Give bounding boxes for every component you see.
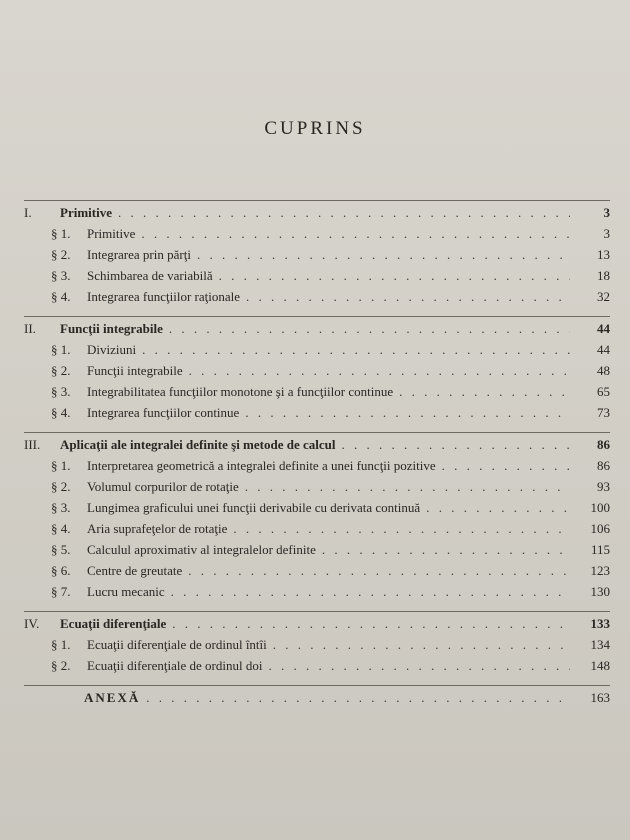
chapter-title: Ecuaţii diferenţiale xyxy=(60,616,167,631)
page-number: 93 xyxy=(597,479,610,494)
page-number: 13 xyxy=(597,247,610,262)
leader-dots xyxy=(245,479,570,495)
leader-dots xyxy=(245,405,570,421)
leader-dots xyxy=(341,437,570,453)
entry-title: Integrarea prin părţi xyxy=(87,247,191,262)
page-number: 3 xyxy=(603,205,610,220)
annex-title: ANEXĂ xyxy=(84,690,141,705)
leader-dots xyxy=(118,205,570,221)
chapter-4 xyxy=(24,611,610,679)
chapter-heading xyxy=(24,437,610,458)
toc-entry xyxy=(24,637,610,658)
chapter-2 xyxy=(24,316,610,426)
page-number: 100 xyxy=(590,500,610,515)
entry-title: Funcţii integrabile xyxy=(87,363,183,378)
toc-entry xyxy=(24,500,610,521)
entry-title: Lungimea graficului unei funcţii derivabile cu derivata continuă xyxy=(87,500,421,515)
entry-title: Centre de greutate xyxy=(87,563,183,578)
toc-entry xyxy=(24,342,610,363)
entry-title: Aria suprafeţelor de rotaţie xyxy=(87,521,228,536)
entry-title: Integrarea funcţiilor raţionale xyxy=(87,289,241,304)
section-number: § 7. xyxy=(51,584,71,599)
chapter-number: I. xyxy=(24,205,32,220)
leader-dots xyxy=(442,458,570,474)
chapter-1 xyxy=(24,200,610,310)
section-number: § 3. xyxy=(51,268,71,283)
toc-entry xyxy=(24,289,610,310)
leader-dots xyxy=(233,521,570,537)
section-number: § 1. xyxy=(51,458,71,473)
entry-title: Diviziuni xyxy=(87,342,137,357)
section-number: § 1. xyxy=(51,342,71,357)
entry-title: Schimbarea de variabilă xyxy=(87,268,213,283)
page-number: 3 xyxy=(603,226,610,241)
entry-title: Interpretarea geometrică a integralei definite a unei funcţii pozitive xyxy=(87,458,436,473)
section-number: § 4. xyxy=(51,289,71,304)
page-number: 65 xyxy=(597,384,610,399)
page-number: 148 xyxy=(590,658,610,673)
page-number: 115 xyxy=(590,542,610,557)
section-number: § 4. xyxy=(51,521,71,536)
leader-dots xyxy=(189,363,570,379)
section-number: § 3. xyxy=(51,384,71,399)
leader-dots xyxy=(399,384,570,400)
toc-entry xyxy=(24,521,610,542)
leader-dots xyxy=(246,289,570,305)
toc-entry xyxy=(24,247,610,268)
section-number: § 2. xyxy=(51,658,71,673)
page-number: 48 xyxy=(597,363,610,378)
chapter-heading xyxy=(24,616,610,637)
page-title: CUPRINS xyxy=(264,118,366,139)
chapter-title: Funcţii integrabile xyxy=(60,321,163,336)
toc-entry xyxy=(24,458,610,479)
entry-title: Primitive xyxy=(87,226,136,241)
page-number: 32 xyxy=(597,289,610,304)
toc-entry xyxy=(24,542,610,563)
leader-dots xyxy=(426,500,570,516)
leader-dots xyxy=(268,658,570,674)
leader-dots xyxy=(169,321,570,337)
page-number: 134 xyxy=(590,637,610,652)
leader-dots xyxy=(141,226,570,242)
toc-entry xyxy=(24,658,610,679)
chapter-number: III. xyxy=(24,437,41,452)
leader-dots xyxy=(273,637,570,653)
page-number: 86 xyxy=(597,437,610,452)
page-number: 18 xyxy=(597,268,610,283)
section-number: § 3. xyxy=(51,500,71,515)
section-number: § 1. xyxy=(51,226,71,241)
chapter-heading xyxy=(24,321,610,342)
section-number: § 2. xyxy=(51,247,71,262)
annex-entry xyxy=(24,685,610,711)
entry-title: Ecuaţii diferenţiale de ordinul doi xyxy=(87,658,263,673)
entry-title: Lucru mecanic xyxy=(87,584,165,599)
toc-entry xyxy=(24,479,610,500)
section-number: § 1. xyxy=(51,637,71,652)
section-number: § 4. xyxy=(51,405,71,420)
entry-title: Ecuaţii diferenţiale de ordinul întîi xyxy=(87,637,267,652)
section-number: § 6. xyxy=(51,563,71,578)
toc-entry xyxy=(24,405,610,426)
section-number: § 2. xyxy=(51,479,71,494)
entry-title: Integrabilitatea funcţiilor monotone şi a funcţiilor continue xyxy=(87,384,394,399)
leader-dots xyxy=(146,690,570,706)
entry-title: Volumul corpurilor de rotaţie xyxy=(87,479,239,494)
entry-title: Integrarea funcţiilor continue xyxy=(87,405,240,420)
chapter-3 xyxy=(24,432,610,605)
leader-dots xyxy=(322,542,570,558)
toc-entry xyxy=(24,563,610,584)
page-number: 133 xyxy=(590,616,610,631)
page-number: 44 xyxy=(597,321,610,336)
page-number: 123 xyxy=(590,563,610,578)
chapter-heading xyxy=(24,205,610,226)
toc-entry xyxy=(24,584,610,605)
section-number: § 5. xyxy=(51,542,71,557)
entry-title: Calculul aproximativ al integralelor definite xyxy=(87,542,316,557)
chapter-number: II. xyxy=(24,321,36,336)
toc-entry xyxy=(24,384,610,405)
leader-dots xyxy=(197,247,570,263)
page-number: 163 xyxy=(590,690,610,705)
table-of-contents xyxy=(24,200,610,711)
toc-entry xyxy=(24,226,610,247)
page-number: 130 xyxy=(590,584,610,599)
leader-dots xyxy=(142,342,570,358)
chapter-title: Primitive xyxy=(60,205,112,220)
page-number: 86 xyxy=(597,458,610,473)
page-number: 44 xyxy=(597,342,610,357)
toc-entry xyxy=(24,268,610,289)
leader-dots xyxy=(188,563,570,579)
leader-dots xyxy=(171,584,570,600)
page-number: 106 xyxy=(590,521,610,536)
leader-dots xyxy=(172,616,570,632)
toc-entry xyxy=(24,363,610,384)
chapter-number: IV. xyxy=(24,616,40,631)
chapter-title: Aplicaţii ale integralei definite şi metode de calcul xyxy=(60,437,336,452)
page-number: 73 xyxy=(597,405,610,420)
leader-dots xyxy=(219,268,570,284)
section-number: § 2. xyxy=(51,363,71,378)
